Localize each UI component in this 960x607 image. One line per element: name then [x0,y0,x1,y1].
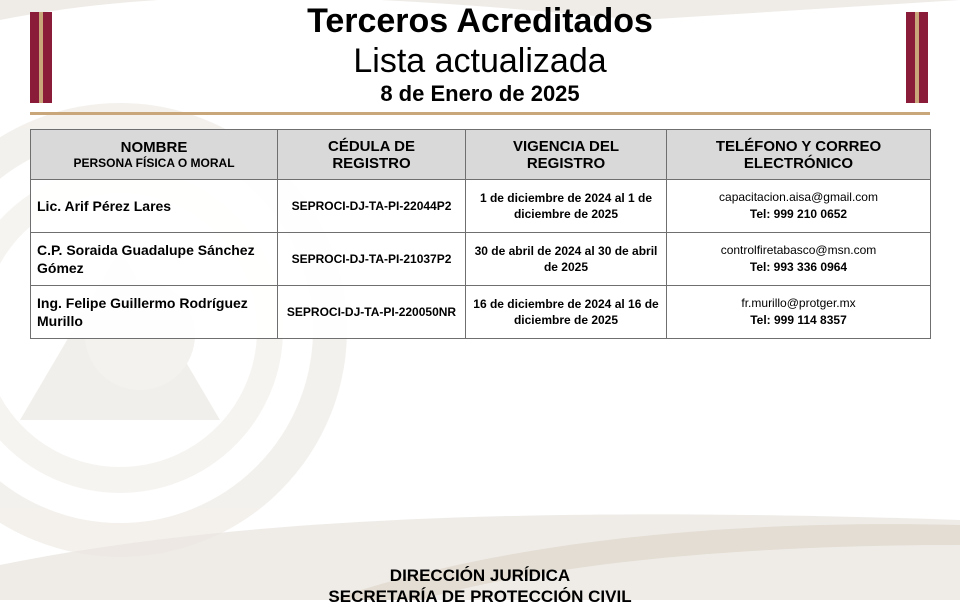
cell-name: Lic. Arif Pérez Lares [31,180,278,233]
column-header-line2: REGISTRO [332,154,411,172]
cell-name: Ing. Felipe Guillermo Rodríguez Murillo [31,286,278,339]
contact-phone: Tel: 999 114 8357 [750,313,847,327]
cell-vigencia: 30 de abril de 2024 al 30 de abril de 2025 [466,233,667,286]
column-header-line1: TELÉFONO Y CORREO [715,137,882,155]
column-header-line2: PERSONA FÍSICA O MORAL [73,155,235,170]
accredited-third-parties-table [30,129,931,339]
footer-secretariat: SECRETARÍA DE PROTECCIÓN CIVIL [328,587,632,606]
page-date: 8 de Enero de 2025 [380,81,580,106]
column-header-cedula [278,130,466,180]
cell-cedula: SEPROCI-DJ-TA-PI-220050NR [278,286,466,339]
header-divider [30,112,930,115]
footer-department: DIRECCIÓN JURÍDICA [389,566,571,585]
column-header-vigencia [466,130,667,180]
cell-cedula: SEPROCI-DJ-TA-PI-21037P2 [278,233,466,286]
contact-phone: Tel: 993 336 0964 [749,260,848,274]
column-header-line2: ELECTRÓNICO [743,154,854,172]
column-header-contact [667,130,931,180]
contact-email-link[interactable]: controlfiretabasco@msn.com [720,243,877,257]
cell-vigencia: 16 de diciembre de 2024 al 16 de diciembre de 2025 [466,286,667,339]
table-row [31,180,931,233]
page-title: Terceros Acreditados [307,2,653,40]
column-header-line1: VIGENCIA DEL [512,137,620,155]
table-row [31,233,931,286]
column-header-line1: CÉDULA DE [328,137,415,155]
contact-email-link[interactable]: fr.murillo@protger.mx [741,296,856,310]
cell-contact [667,286,931,339]
contact-email-link[interactable]: capacitacion.aisa@gmail.com [719,190,878,204]
cell-cedula: SEPROCI-DJ-TA-PI-22044P2 [278,180,466,233]
table-row [31,286,931,339]
cell-contact [667,233,931,286]
cell-name: C.P. Soraida Guadalupe Sánchez Gómez [31,233,278,286]
table-header-row [31,130,931,180]
cell-vigencia: 1 de diciembre de 2024 al 1 de diciembre de 2025 [466,180,667,233]
column-header-line1: NOMBRE [120,138,188,156]
page-subtitle: Lista actualizada [353,42,607,80]
cell-contact [667,180,931,233]
column-header-name [31,130,278,180]
contact-phone: Tel: 999 210 0652 [749,207,848,221]
column-header-line2: REGISTRO [526,154,606,172]
